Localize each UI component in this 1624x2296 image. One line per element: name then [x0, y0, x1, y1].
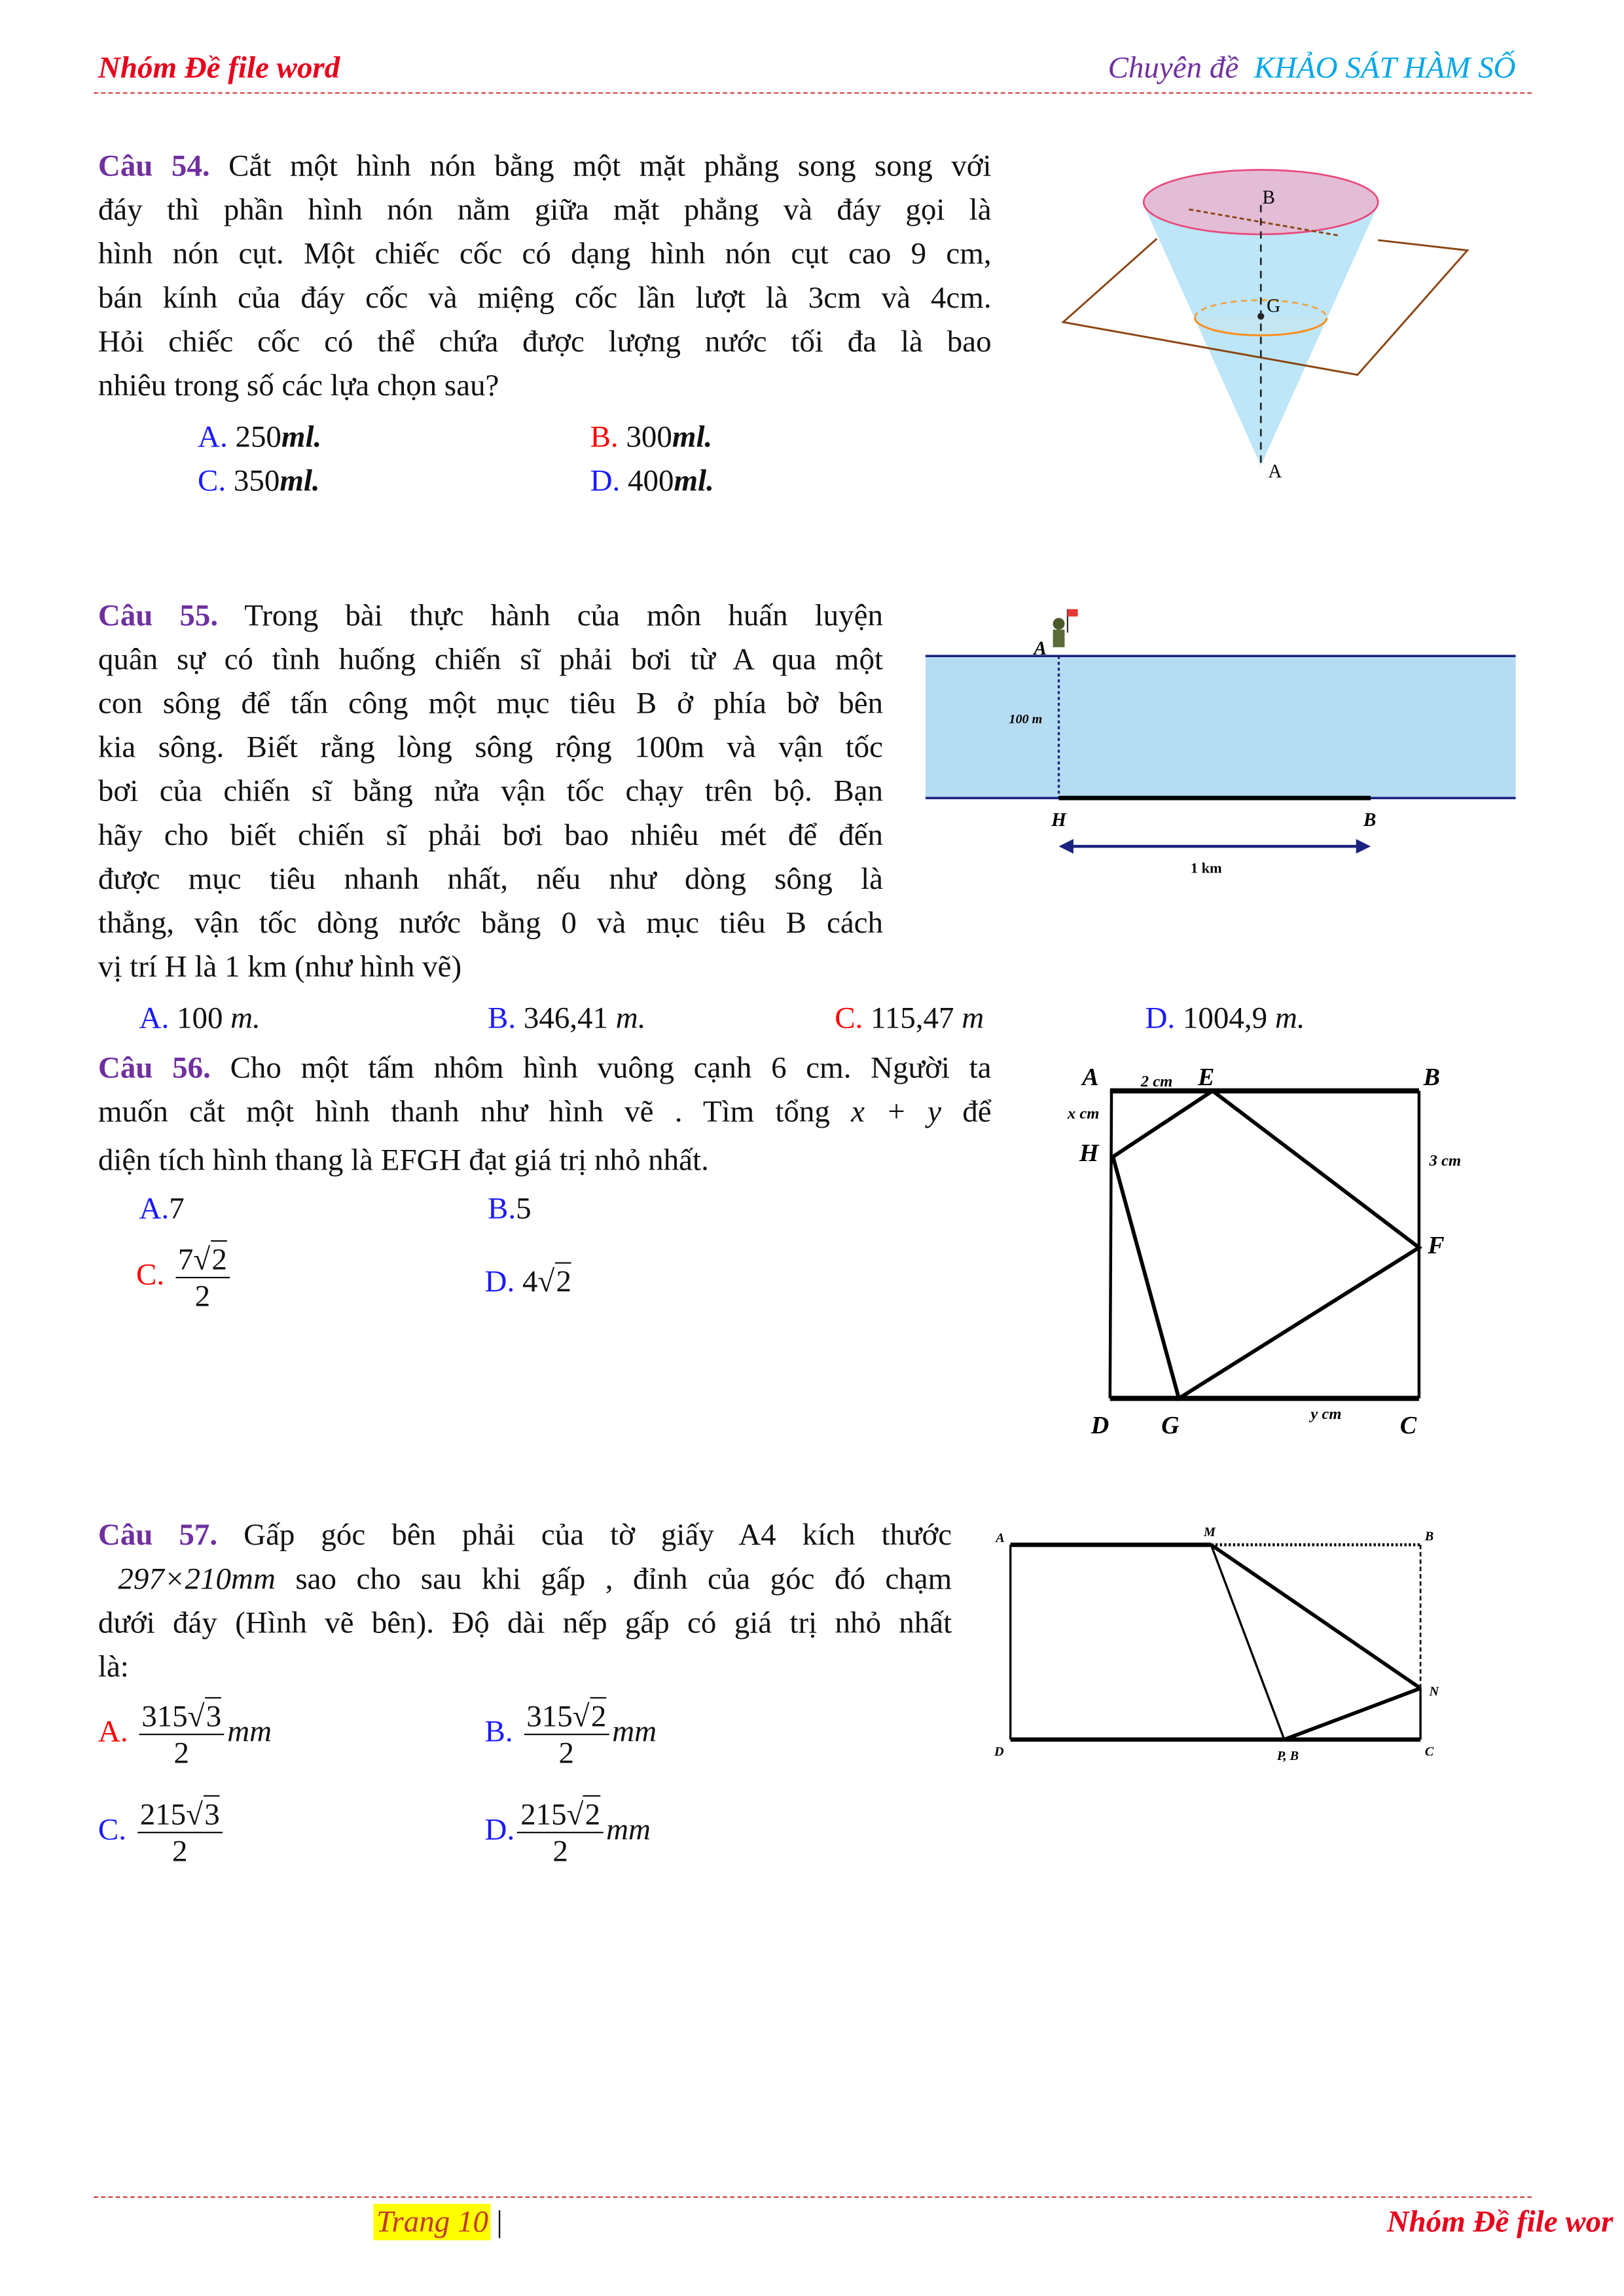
- label-f: F: [1428, 1232, 1445, 1260]
- option-d[interactable]: D. $\frac{215√ 2}{2}$ mm: [485, 1797, 651, 1869]
- option-c[interactable]: C. 115,47 m: [835, 1000, 984, 1035]
- label-ae: 2 cm: [1140, 1073, 1173, 1091]
- arrowhead-left: [1058, 839, 1073, 853]
- question-text-line: để: [962, 1094, 992, 1129]
- question-label: Câu 56.: [98, 1050, 211, 1085]
- option-d[interactable]: D. 1004,9 m.: [1145, 1000, 1305, 1035]
- question-text-line: sao cho sau khi gấp , đỉnh của góc đó chạm: [295, 1560, 952, 1596]
- label-bf: 3 cm: [1429, 1151, 1462, 1170]
- folded-paper-figure: [994, 1525, 1439, 1763]
- question-text-line: đáy thì phần hình nón nằm giữa mặt phẳng và đáy gọi là: [98, 192, 992, 227]
- question-text-line: Trong bài thực hành của môn huấn luyện: [244, 597, 883, 633]
- footer-separator: |: [496, 2203, 503, 2239]
- option-c[interactable]: C. $\frac{215√ 3}{2}$: [98, 1797, 226, 1869]
- label-ah: x cm: [1067, 1105, 1100, 1123]
- question-text-line: kia sông. Biết rằng lòng sông rộng 100m và vận tốc: [98, 729, 884, 764]
- question-text-line: vị trí H là 1 km (như hình vẽ): [98, 948, 462, 984]
- question-text-line: bơi của chiến sĩ bằng nửa vận tốc chạy trên bộ. Bạn: [98, 773, 884, 808]
- question-56: [98, 1045, 992, 1181]
- label-a: A: [1082, 1063, 1099, 1091]
- fold-line-mn: [1211, 1545, 1420, 1688]
- option-b[interactable]: B. 300ml.: [590, 418, 713, 454]
- label-n: N: [1429, 1684, 1439, 1699]
- question-label: Câu 54.: [98, 147, 210, 183]
- question-text-line: hình nón cụt. Một chiếc cốc có dạng hình nón cụt cao 9 cm,: [98, 236, 992, 271]
- option-a[interactable]: A. $\frac{315√ 3}{2}$ mm: [98, 1698, 272, 1770]
- option-b[interactable]: B. $\frac{315√ 2}{2}$ mm: [485, 1698, 657, 1770]
- option-a[interactable]: A. 100 m.: [139, 1000, 261, 1035]
- question-text-line: Hỏi chiếc cốc có thể chứa được lượng nước tối đa là bao: [98, 323, 992, 359]
- question-text-line: dưới đáy (Hình vẽ bên). Độ dài nếp gấp có giá trị nhỏ nhất: [98, 1604, 952, 1640]
- option-b[interactable]: B.5: [487, 1190, 532, 1226]
- question-text-line: Cho một tấm nhôm hình vuông cạnh 6 cm. Người ta: [230, 1050, 992, 1085]
- label-distance: 1 km: [1190, 859, 1222, 876]
- label-b: B: [1262, 187, 1275, 208]
- question-text-line: diện tích hình thang là EFGH đạt giá trị nhỏ nhất.: [98, 1142, 709, 1177]
- option-a[interactable]: A.7: [139, 1190, 185, 1226]
- question-54: [98, 143, 992, 407]
- square-figure: [1067, 1064, 1461, 1439]
- footer-group-name: Nhóm Đề file wor: [1386, 2203, 1614, 2239]
- question-text-line: bán kính của đáy cốc và miệng cốc lần lượt là 3cm và 4cm.: [98, 279, 992, 315]
- label-g: G: [1161, 1412, 1180, 1440]
- option-d[interactable]: D. 4√ 2: [485, 1259, 571, 1303]
- question-label: Câu 55.: [98, 597, 219, 633]
- label-d: D: [994, 1744, 1004, 1759]
- label-a: A: [1034, 638, 1047, 660]
- arrowhead-right: [1356, 839, 1371, 853]
- label-river-width: 100 m: [1009, 712, 1043, 727]
- label-c: C: [1399, 1412, 1417, 1440]
- label-h: H: [1051, 809, 1066, 831]
- label-m: M: [1203, 1524, 1216, 1539]
- option-c[interactable]: C. 350ml.: [198, 462, 320, 498]
- label-b: B: [1423, 1063, 1440, 1091]
- river-figure: [926, 609, 1516, 876]
- question-text-line: thẳng, vận tốc dòng nước bằng 0 và mục tiêu B cách: [98, 905, 884, 941]
- question-55: [98, 593, 883, 988]
- option-d[interactable]: D. 400ml.: [590, 462, 714, 498]
- label-h: H: [1079, 1139, 1099, 1168]
- option-c[interactable]: C. $\frac{7√ 2}{2}$: [136, 1242, 233, 1314]
- question-text-line: Cắt một hình nón bằng một mặt phẳng song song với: [228, 147, 992, 183]
- label-a: A: [1268, 461, 1282, 482]
- label-gc: y cm: [1310, 1405, 1342, 1423]
- question-57: [98, 1513, 952, 1688]
- math-expression: 297×210mm: [118, 1560, 276, 1596]
- option-a[interactable]: A. 250ml.: [198, 418, 322, 454]
- question-text-line: muốn cắt một hình thanh như hình vẽ . Tìm tổng: [98, 1094, 830, 1129]
- label-p: P, B: [1276, 1749, 1299, 1764]
- label-g: G: [1267, 295, 1281, 317]
- header-topic-title: KHẢO SÁT HÀM SỐ: [1254, 50, 1516, 85]
- math-expression: x + y: [851, 1094, 942, 1129]
- header-topic-prefix: Chuyên đề: [1108, 50, 1239, 85]
- point-g: [1257, 313, 1264, 319]
- question-text-line: nhiêu trong số các lựa chọn sau?: [98, 367, 499, 403]
- question-text-line: là:: [98, 1649, 129, 1684]
- question-text-line: con sông để tấn công một mục tiêu B ở phía bờ bên: [98, 685, 884, 721]
- cone-figure: [1063, 170, 1467, 482]
- option-b[interactable]: B. 346,41 m.: [487, 1000, 646, 1035]
- quadrilateral-efgh: [1113, 1091, 1419, 1399]
- footer-divider: [94, 2197, 1532, 2198]
- page-number: Trang 10: [373, 2204, 491, 2240]
- label-b: B: [1363, 809, 1377, 831]
- river: [926, 656, 1516, 798]
- question-text-line: hãy cho biết chiến sĩ phải bơi bao nhiêu mét để đến: [98, 817, 884, 853]
- label-c: C: [1424, 1744, 1434, 1759]
- soldier-icon: [1053, 609, 1078, 647]
- label-d: D: [1091, 1412, 1110, 1440]
- fraction: $\frac{7√ 2}{2}$: [175, 1242, 230, 1314]
- question-label: Câu 57.: [98, 1516, 218, 1552]
- label-e: E: [1198, 1063, 1215, 1091]
- label-b: B: [1424, 1529, 1434, 1544]
- question-text-line: quân sự có tình huống chiến sĩ phải bơi từ A qua một: [98, 641, 884, 677]
- question-text-line: Gấp góc bên phải của tờ giấy A4 kích thước: [244, 1516, 952, 1552]
- header-group-name: Nhóm Đề file word: [98, 50, 340, 85]
- label-a: A: [996, 1530, 1005, 1545]
- question-text-line: được mục tiêu nhanh nhất, nếu như dòng sông là: [98, 861, 884, 897]
